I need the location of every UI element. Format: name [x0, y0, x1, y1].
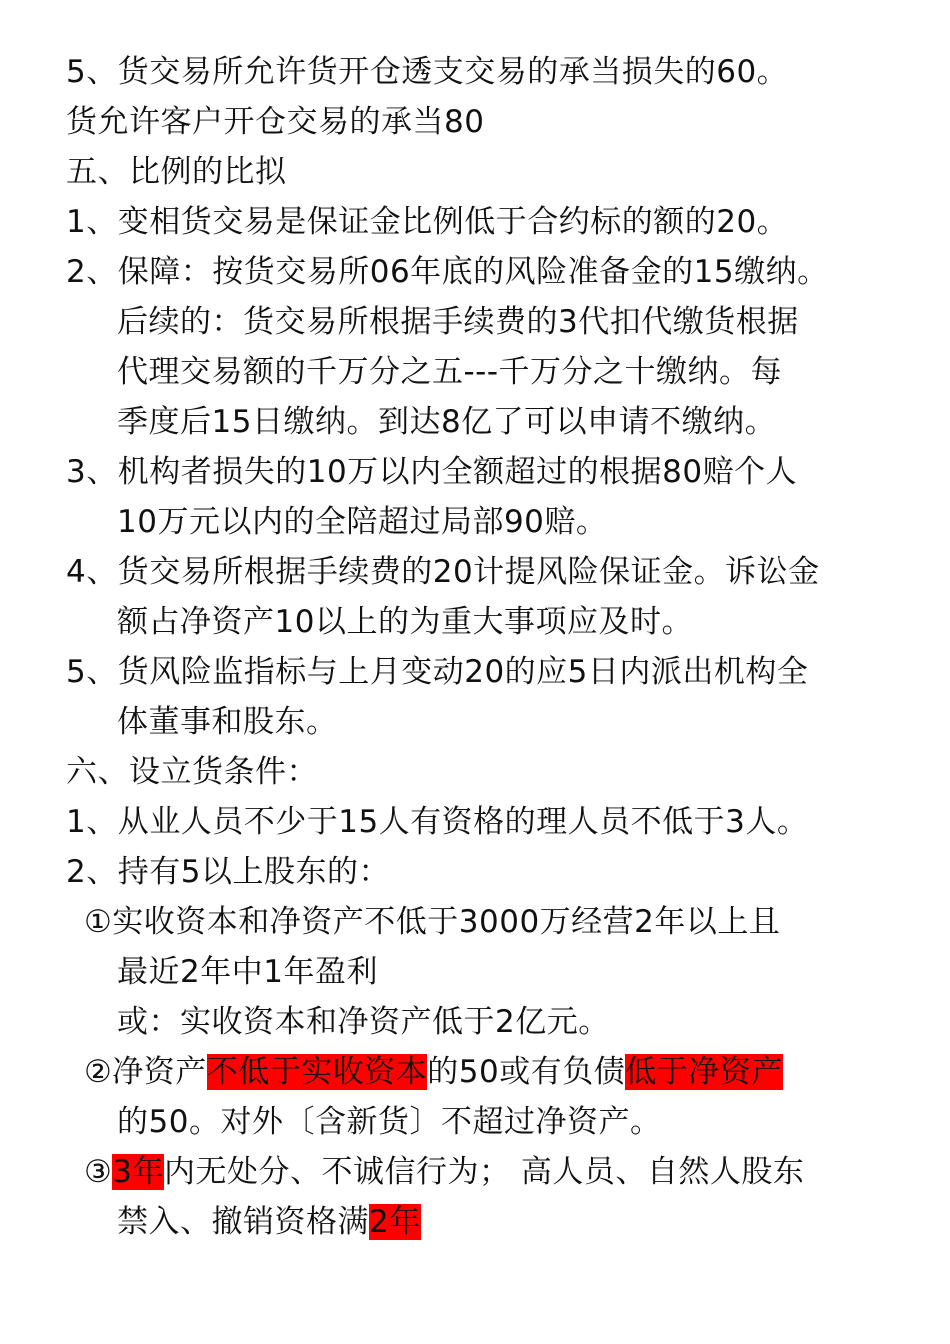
text-line: 最近2年中1年盈利 — [117, 954, 378, 990]
highlighted-text: 不低于实收资本 — [206, 1054, 428, 1090]
text-segment: ③ — [84, 1154, 113, 1190]
text-line: 季度后15日缴纳。到达8亿了可以申请不缴纳。 — [117, 404, 777, 440]
text-line — [84, 1150, 804, 1194]
text-line: 3、机构者损失的10万以内全额超过的根据80赔个人 — [66, 454, 798, 490]
text-line: 5、货风险监指标与上月变动20的应5日内派出机构全 — [66, 654, 809, 690]
section-heading: 五、比例的比拟 — [66, 154, 287, 190]
text-segment: ②净资产 — [84, 1054, 207, 1090]
text-line — [117, 1200, 421, 1244]
text-segment: 的50或有负债 — [427, 1054, 626, 1090]
text-line: 货允许客户开仓交易的承当80 — [66, 104, 485, 140]
text-line: 10万元以内的全陪超过局部90赔。 — [117, 504, 608, 540]
text-line — [84, 1050, 783, 1094]
text-line: 1、从业人员不少于15人有资格的理人员不低于3人。 — [66, 804, 809, 840]
section-heading: 六、设立货条件： — [66, 754, 318, 790]
highlighted-text: 低于净资产 — [625, 1054, 783, 1090]
text-segment: 禁入、撤销资格满 — [117, 1204, 369, 1240]
highlighted-text: 2年 — [369, 1204, 421, 1240]
text-line: 4、货交易所根据手续费的20计提风险保证金。诉讼金 — [66, 554, 820, 590]
text-line: 2、保障：按货交易所06年底的风险准备金的15缴纳。 — [66, 254, 829, 290]
text-segment: 内无处分、不诚信行为； 高人员、自然人股东 — [164, 1154, 805, 1190]
highlighted-text: 3年 — [112, 1154, 165, 1190]
text-line: 1、变相货交易是保证金比例低于合约标的额的20。 — [66, 204, 789, 240]
text-line: 后续的：货交易所根据手续费的3代扣代缴货根据 — [117, 304, 799, 340]
text-line: ①实收资本和净资产不低于3000万经营2年以上且 — [84, 904, 781, 940]
text-line: 体董事和股东。 — [117, 704, 338, 740]
text-line: 2、持有5以上股东的： — [66, 854, 390, 890]
text-line: 的50。对外〔含新货〕不超过净资产。 — [117, 1104, 662, 1140]
text-line: 或：实收资本和净资产低于2亿元。 — [117, 1004, 610, 1040]
text-line: 代理交易额的千万分之五---千万分之十缴纳。每 — [117, 354, 783, 390]
text-line: 5、货交易所允许货开仓透支交易的承当损失的60。 — [66, 54, 789, 90]
text-line: 额占净资产10以上的为重大事项应及时。 — [117, 604, 693, 640]
